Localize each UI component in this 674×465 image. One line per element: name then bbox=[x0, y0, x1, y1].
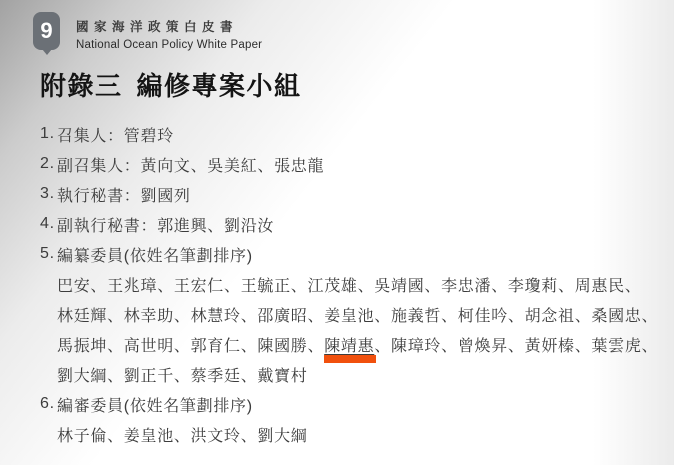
item-text: 編纂委員(依姓名筆劃排序) bbox=[57, 247, 253, 265]
editor-names-line-3 bbox=[40, 329, 660, 359]
names-text: 巴安、王兆璋、王宏仁、王毓正、江茂雄、吳靖國、李忠潘、李瓊莉、周惠民、 bbox=[57, 277, 642, 295]
page-title bbox=[40, 66, 302, 103]
roster-item-deputy-conveners bbox=[40, 149, 660, 179]
item-text: 編審委員(依姓名筆劃排序) bbox=[57, 397, 253, 415]
roster-item-convener bbox=[40, 119, 660, 149]
item-number: 6. bbox=[40, 395, 55, 412]
item-number: 3. bbox=[40, 185, 55, 202]
names-text: 林廷輝、林幸助、林慧玲、邵廣昭、姜皇池、施義哲、柯佳吟、胡念祖、桑國忠、 bbox=[57, 307, 659, 325]
names-text: 劉大綱、劉正千、蔡季廷、戴寶村 bbox=[57, 367, 308, 385]
item-text: 召集人：管碧玲 bbox=[57, 127, 174, 145]
editor-names-line-1 bbox=[40, 269, 660, 299]
brand-block bbox=[76, 17, 262, 51]
reviewer-names-line bbox=[40, 419, 660, 449]
names-text: 林子倫、姜皇池、洪文玲、劉大綱 bbox=[57, 427, 308, 445]
brand-title-zh: 國家海洋政策白皮書 bbox=[76, 20, 239, 34]
item-number: 1. bbox=[40, 125, 55, 142]
logo-number: 9 bbox=[40, 18, 53, 43]
page-title-appendix: 附錄三 bbox=[40, 71, 123, 101]
highlighted-name: 陳靖惠 bbox=[324, 333, 374, 356]
item-number: 2. bbox=[40, 155, 55, 172]
item-number: 5. bbox=[40, 245, 55, 262]
names-text-after: 、陳璋玲、曾煥昇、黃妍榛、葉雲虎、 bbox=[374, 337, 659, 355]
brand-subtitle-en: National Ocean Policy White Paper bbox=[76, 39, 263, 51]
roster-list bbox=[40, 119, 660, 449]
roster-item-executive-secretary bbox=[40, 179, 660, 209]
names-text-before: 馬振坤、高世明、郭育仁、陳國勝、 bbox=[57, 337, 325, 355]
editor-names-line-4 bbox=[40, 359, 660, 389]
roster-item-deputy-secretaries bbox=[40, 209, 660, 239]
item-text: 副執行秘書：郭進興、劉沿汝 bbox=[57, 217, 275, 235]
roster-item-editorial-committee bbox=[40, 239, 660, 269]
roster-item-review-committee bbox=[40, 389, 660, 419]
page-title-subject: 編修專案小組 bbox=[136, 71, 302, 101]
editor-names-line-2 bbox=[40, 299, 660, 329]
item-text: 副召集人：黃向文、吳美紅、張忠龍 bbox=[57, 157, 325, 175]
item-text: 執行秘書：劉國列 bbox=[57, 187, 191, 205]
item-number: 4. bbox=[40, 215, 55, 232]
pin-badge-logo-icon bbox=[33, 12, 60, 50]
